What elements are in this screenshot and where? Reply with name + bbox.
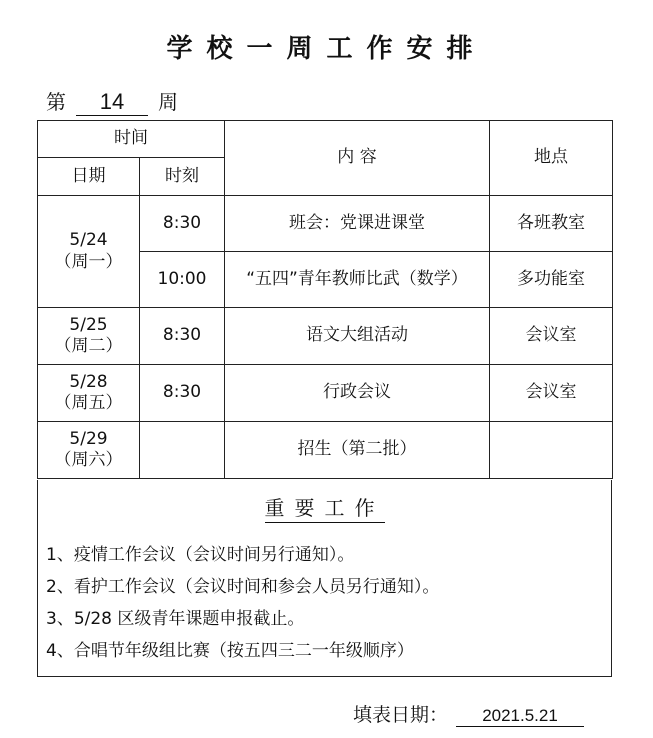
weekday-text: （周五） [54, 393, 123, 413]
fill-date-line [353, 700, 584, 727]
time-cell: 8:30 [140, 308, 225, 365]
time-cell: 8:30 [140, 365, 225, 422]
date-text: 5/29 [69, 428, 108, 449]
list-item: 1、疫情工作会议（会议时间另行通知）。 [46, 545, 355, 565]
fill-date-label: 填表日期： [353, 704, 449, 726]
list-item: 3、5/28 区级青年课题申报截止。 [46, 609, 305, 629]
fill-date-value: 2021.5.21 [456, 706, 584, 727]
content-cell: “五四”青年教师比武（数学） [225, 252, 490, 308]
content-cell: 招生（第二批） [225, 422, 490, 479]
place-cell: 会议室 [490, 365, 613, 422]
table-header-row [38, 121, 613, 158]
week-prefix: 第 [46, 90, 66, 114]
table-row [38, 365, 613, 422]
header-place: 地点 [490, 121, 613, 196]
date-cell [38, 196, 140, 308]
content-cell: 语文大组活动 [225, 308, 490, 365]
table-row [38, 308, 613, 365]
date-cell [38, 308, 140, 365]
page-title: 学校一周工作安排 [166, 34, 487, 64]
week-number: 14 [76, 89, 148, 116]
content-cell: 班会：党课进课堂 [225, 196, 490, 252]
week-line [46, 86, 178, 116]
schedule-table [37, 120, 613, 479]
time-cell: 8:30 [140, 196, 225, 252]
list-item: 4、合唱节年级组比赛（按五四三二一年级顺序） [46, 641, 414, 661]
table-row [38, 196, 613, 252]
time-cell: 10:00 [140, 252, 225, 308]
time-cell [140, 422, 225, 479]
header-time: 时间 [38, 121, 225, 158]
date-cell [38, 365, 140, 422]
important-work-section [37, 480, 612, 677]
header-moment: 时刻 [140, 158, 225, 196]
weekday-text: （周六） [54, 450, 123, 470]
date-cell [38, 422, 140, 479]
header-date: 日期 [38, 158, 140, 196]
date-text: 5/28 [69, 371, 108, 392]
important-list [46, 539, 611, 667]
important-title-text: 重要工作 [265, 496, 385, 523]
content-cell: 行政会议 [225, 365, 490, 422]
week-suffix: 周 [158, 90, 178, 114]
date-text: 5/24 [69, 230, 108, 251]
place-cell: 多功能室 [490, 252, 613, 308]
place-cell: 会议室 [490, 308, 613, 365]
list-item: 2、看护工作会议（会议时间和参会人员另行通知）。 [46, 577, 440, 597]
weekday-text: （周一） [54, 251, 123, 272]
place-cell [490, 422, 613, 479]
header-content: 内 容 [225, 121, 490, 196]
date-text: 5/25 [69, 314, 108, 335]
place-cell: 各班教室 [490, 196, 613, 252]
table-row [38, 422, 613, 479]
important-title [38, 492, 611, 521]
weekday-text: （周二） [54, 336, 123, 356]
